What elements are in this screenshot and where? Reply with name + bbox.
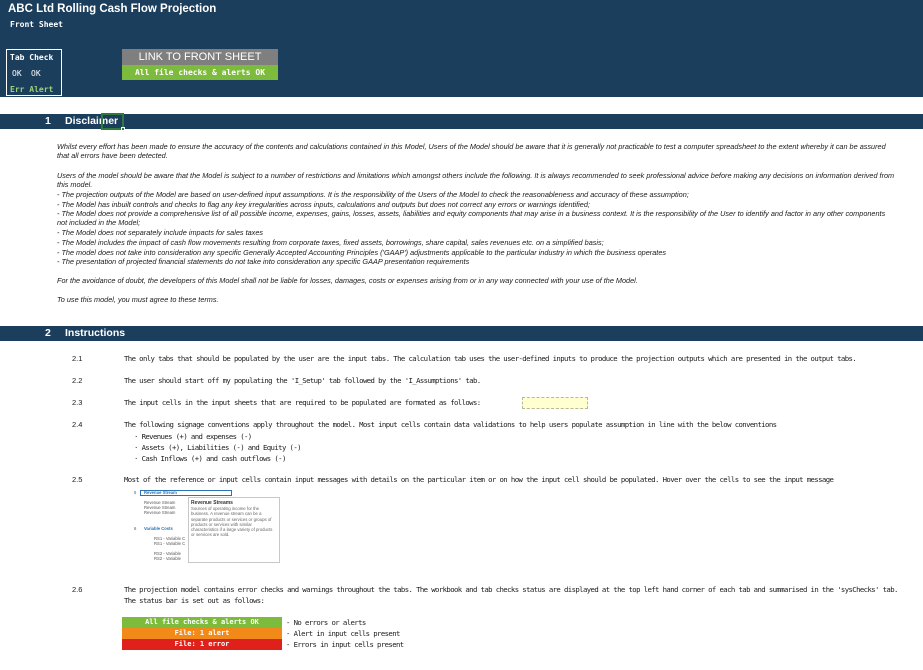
file-status-badge: All file checks & alerts OK — [122, 65, 278, 80]
instruction-text: Most of the reference or input cells contain input messages with details on the particular item or on how the input cell should be populated. Hover over the cells to see the input message — [124, 475, 834, 484]
link-to-front-sheet-button[interactable]: LINK TO FRONT SHEET — [122, 49, 278, 65]
section-number: 1 — [45, 115, 51, 127]
status-legend-alert: File: 1 alert — [122, 628, 282, 639]
instruction-text: The user should start off my populating the 'I_Setup' tab followed by the 'I_Assumptions' tab. — [124, 376, 481, 385]
disclaimer-bullet: - The Model has inbuilt controls and checks to flag any key irregularities across inputs, calculations and outputs but does not correct any errors or warnings identified; — [57, 199, 590, 209]
convention-bullet: · Assets (+), Liabilities (-) and Equity (-) — [134, 443, 301, 452]
disclaimer-bullet: - The Model does not separately include impacts for sales taxes — [57, 228, 264, 237]
section-disclaimer-header — [0, 114, 923, 129]
input-message-tooltip — [188, 497, 280, 563]
tab-check-ok: OK — [12, 69, 22, 78]
instruction-text: The input cells in the input sheets that are required to be populated are formated as follows: — [124, 398, 481, 407]
status-legend-error: File: 1 error — [122, 639, 282, 650]
instruction-number: 2.3 — [72, 398, 83, 407]
thumb-row: RS1 - Variable C — [154, 536, 186, 541]
instruction-text: The projection model contains error checks and warnings throughout the tabs. The workbook and tab checks status are displayed at the top left hand corner of each tab and summarised in the 'sysChecks' tab. — [124, 585, 898, 594]
instruction-text: The status bar is set out as follows: — [124, 596, 265, 605]
thumb-row: RS2 - Variable — [154, 551, 181, 556]
instruction-number: 2.1 — [72, 354, 83, 363]
status-legend-desc: - No errors or alerts — [286, 618, 366, 627]
instruction-text: The only tabs that should be populated by the user are the input tabs. The calculation tab uses the user-defined inputs to produce the projection outputs which are presented in the output tabs. — [124, 354, 857, 363]
disclaimer-paragraph: Whilst every effort has been made to ensure the accuracy of the contents and calculations contained in this Model, Users of the Model should be aware that it is generally not practicable to test a computer spreadsheet to the extent whereby it can be assured that all errors have been detected. — [57, 142, 886, 161]
disclaimer-paragraph: Users of the model should be aware that the Model is subject to a number of restrictions and limitations which amongst others include the following. It is always recommended to seek professional advice before making any decisions on information derived from this model. — [57, 171, 895, 190]
thumb-row: Revenue Stream — [144, 500, 176, 505]
disclaimer-bullet: - The Model does not provide a comprehensive list of all possible income, expenses, gains, losses, assets, liabilities and equity components that may arise in a business context. It is the responsibility of the User to identify and factor in any other components not included in the Model; — [57, 209, 886, 228]
convention-text: Assets (+), Liabilities (-) and Equity (-) — [141, 443, 301, 452]
thumb-variable-label: Variable Costs — [144, 526, 173, 531]
instruction-number: 2.5 — [72, 475, 83, 484]
input-cell-format-sample — [522, 397, 588, 409]
sheet-subtitle: Front Sheet — [10, 20, 63, 29]
status-legend-desc: - Errors in input cells present — [286, 640, 404, 649]
selected-cell[interactable] — [101, 113, 124, 130]
tooltip-text: Sources of operating income for the business. A revenue stream can be a separate products or services or groups of products or services with similar characteristics if a large variety of products or services are sold. — [191, 506, 273, 538]
convention-bullet: · Cash Inflows (+) and cash outflows (-) — [134, 454, 286, 463]
section-title: Disclaimer — [65, 115, 119, 127]
tab-check-panel — [6, 49, 62, 96]
convention-text: Cash Inflows (+) and cash outflows (-) — [141, 454, 286, 463]
disclaimer-bullet: - The presentation of projected financial statements do not take into consideration any specific GAAP presentation requirements — [57, 257, 470, 266]
instruction-number: 2.6 — [72, 585, 83, 594]
tab-check-title: Tab Check — [10, 53, 54, 62]
header-bar — [0, 0, 923, 97]
thumb-row: Revenue Stream — [144, 505, 176, 510]
tab-check-ok: OK — [31, 69, 41, 78]
app-title: ABC Ltd Rolling Cash Flow Projection — [8, 3, 217, 15]
disclaimer-paragraph: To use this model, you must agree to these terms. — [57, 295, 219, 304]
disclaimer-bullet: - The model does not take into consideration any specific Generally Accepted Accounting Principles ('GAAP') adjustments applicable to the particular industry in which the business operates — [57, 248, 667, 257]
status-legend-ok: All file checks & alerts OK — [122, 617, 282, 628]
section-number: 2 — [45, 327, 51, 339]
section-instructions-header — [0, 326, 923, 341]
thumb-row: RS1 - Variable C — [154, 541, 186, 546]
disclaimer-paragraph: For the avoidance of doubt, the developers of this Model shall not be liable for losses, damages, costs or expenses arising from or in any way connected with your use of the Model. — [57, 276, 638, 285]
section-title: Instructions — [65, 327, 126, 339]
instruction-text: The following signage conventions apply throughout the model. Most input cells contain data validations to help users populate assumption in line with the below conventions — [124, 420, 777, 429]
convention-text: Revenues (+) and expenses (-) — [141, 432, 252, 441]
instruction-number: 2.4 — [72, 420, 83, 429]
status-legend-desc: - Alert in input cells present — [286, 629, 400, 638]
instruction-number: 2.2 — [72, 376, 83, 385]
input-message-example-image: 5 Revenue Stream Revenue Stream Revenue Stream Revenue Stream 6 Variable Costs RS1 - Variable C RS1 - Variable C RS2 - Variable RS2 - Variable Revenue Streams Sources of operating income for the business. A revenue stream can be a separate products or services or groups of products or services with similar characteristics if a large variety of products or services are sold. — [128, 488, 288, 566]
tab-check-err-alert: Err Alert — [10, 85, 54, 94]
thumb-row: RS2 - Variable — [154, 556, 181, 561]
tooltip-title: Revenue Streams — [191, 500, 233, 506]
fill-handle[interactable] — [121, 127, 125, 131]
thumb-selected-label: Revenue Stream — [144, 490, 177, 495]
convention-bullet: · Revenues (+) and expenses (-) — [134, 432, 252, 441]
disclaimer-bullet: - The projection outputs of the Model are based on user-defined input assumptions. It is the responsibility of the Users of the Model to check the reasonableness and accuracy of these assumption; — [57, 190, 689, 199]
thumb-row: Revenue Stream — [144, 510, 176, 515]
disclaimer-bullet: - The Model includes the impact of cash flow movements resulting from corporate taxes, fixed assets, borrowings, share capital, sales revenues etc. on a simplified basis; — [57, 238, 604, 247]
